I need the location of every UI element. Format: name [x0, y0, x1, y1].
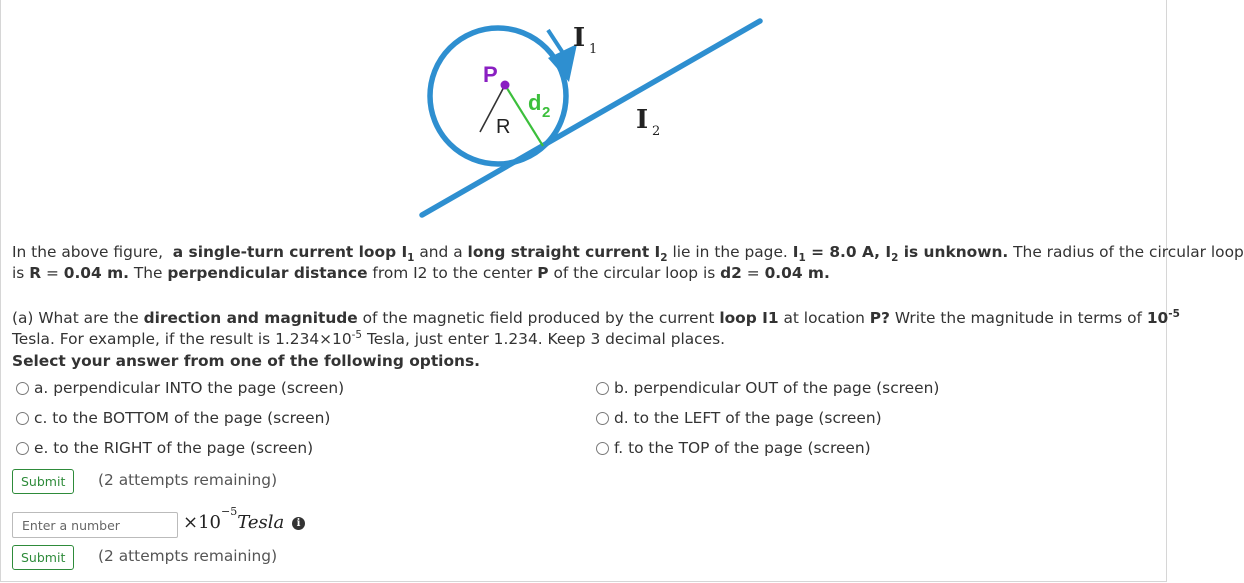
submit-button-magnitude[interactable]: Submit	[12, 545, 74, 570]
attempts-remaining-magnitude: (2 attempts remaining)	[98, 547, 278, 565]
select-instruction: Select your answer from one of the following options.	[12, 352, 480, 370]
label-i2-sub: 2	[652, 124, 661, 139]
label-d2-sub: 2	[542, 104, 551, 121]
option-f[interactable]: f. to the TOP of the page (screen)	[596, 438, 871, 458]
label-r: R	[496, 116, 511, 138]
problem-line-1: In the above figure, a single-turn current loop $I_1$ and a long straight current $I_2$ lie in the page. $I_1 = 8.0$ A, $I_2$ is unknown. The radius of the circular loop	[12, 243, 1244, 265]
option-d[interactable]: d. to the LEFT of the page (screen)	[596, 408, 882, 428]
option-a-radio[interactable]	[16, 382, 29, 395]
label-p: P	[483, 62, 498, 87]
option-b-radio[interactable]	[596, 382, 609, 395]
physics-figure	[410, 6, 770, 222]
point-p	[501, 81, 510, 90]
label-i1: I	[573, 23, 586, 53]
option-c-radio[interactable]	[16, 412, 29, 425]
label-i1-sub: 1	[589, 42, 598, 57]
label-d2: d	[528, 90, 542, 115]
option-a[interactable]: a. perpendicular INTO the page (screen)	[16, 378, 344, 398]
submit-button-direction[interactable]: Submit	[12, 469, 74, 494]
option-e-radio[interactable]	[16, 442, 29, 455]
unit-label: $\times 10^{-5}Tesla$	[183, 505, 285, 533]
problem-line-2: is R = 0.04 m. The perpendicular distance from I2 to the center P of the circular loop is d2 = 0.04 m.	[12, 264, 830, 282]
option-c[interactable]: c. to the BOTTOM of the page (screen)	[16, 408, 330, 428]
option-b[interactable]: b. perpendicular OUT of the page (screen)	[596, 378, 939, 398]
option-e[interactable]: e. to the RIGHT of the page (screen)	[16, 438, 313, 458]
option-d-radio[interactable]	[596, 412, 609, 425]
option-f-radio[interactable]	[596, 442, 609, 455]
attempts-remaining-direction: (2 attempts remaining)	[98, 471, 278, 489]
label-i2: I	[636, 105, 649, 135]
info-icon[interactable]: i	[292, 517, 305, 530]
question-line-1: (a) What are the direction and magnitude of the magnetic field produced by the current loop I1 at location P? Write the magnitude in terms of $10^{-5}$	[12, 307, 1180, 327]
question-line-2: Tesla. For example, if the result is $1.234\times 10^{-5}$ Tesla, just enter 1.234. Keep 3 decimal places.	[12, 328, 726, 348]
current-loop-i1	[430, 28, 566, 164]
magnitude-input[interactable]	[12, 512, 178, 538]
